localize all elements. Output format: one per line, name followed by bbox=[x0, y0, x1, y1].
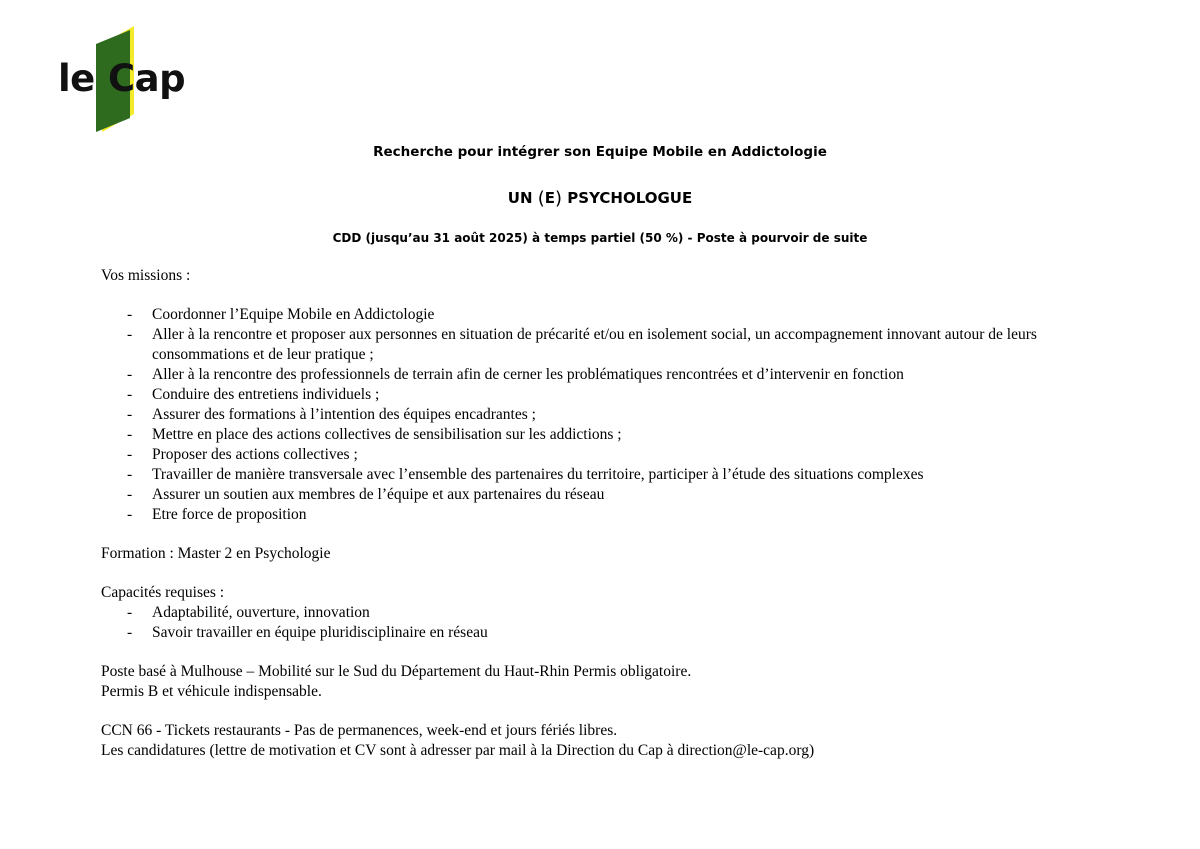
job-title-paren-open: ( bbox=[537, 188, 545, 209]
list-item: - Conduire des entretiens individuels ; bbox=[101, 385, 1111, 405]
logo-text-cap: Cap bbox=[108, 57, 186, 100]
list-item: - Mettre en place des actions collectives de sensibilisation sur les addictions ; bbox=[101, 425, 1111, 445]
poste-line-1: Poste basé à Mulhouse – Mobilité sur le Sud du Département du Haut-Rhin Permis obligatoire. bbox=[101, 663, 692, 680]
list-item: - Assurer un soutien aux membres de l’équipe et aux partenaires du réseau bbox=[101, 485, 1111, 505]
capacites-label: Capacités requises : bbox=[101, 584, 225, 601]
recherche-heading: Recherche pour intégrer son Equipe Mobile en Addictologie bbox=[373, 144, 827, 160]
missions-list bbox=[101, 305, 1111, 525]
list-item: - Aller à la rencontre des professionnels de terrain afin de cerner les problématiques rencontrées et d’intervenir en fonction bbox=[101, 365, 1111, 385]
capacites-list bbox=[101, 603, 1111, 643]
poste-line-2: Permis B et véhicule indispensable. bbox=[101, 683, 322, 700]
job-title-end: PSYCHOLOGUE bbox=[562, 189, 693, 207]
list-item: - Assurer des formations à l’intention des équipes encadrantes ; bbox=[101, 405, 1111, 425]
list-item: - Travailler de manière transversale avec l’ensemble des partenaires du territoire, participer à l’étude des situations complexes bbox=[101, 465, 1111, 485]
logo-text-le: le bbox=[58, 57, 95, 100]
candidatures-line: Les candidatures (lettre de motivation et CV sont à adresser par mail à la Direction du Cap à direction@le-cap.org) bbox=[101, 742, 815, 759]
list-item: - Adaptabilité, ouverture, innovation bbox=[101, 603, 1111, 623]
le-cap-logo bbox=[58, 26, 188, 132]
job-title-e: E bbox=[544, 189, 556, 207]
conditions-line: CCN 66 - Tickets restaurants - Pas de permanences, week-end et jours fériés libres. bbox=[101, 722, 618, 739]
job-title-start: UN bbox=[507, 189, 538, 207]
list-item: - Aller à la rencontre et proposer aux personnes en situation de précarité et/ou en isolement social, un accompagnement innovant autour de leurs consommations et de leur pratique ; bbox=[101, 325, 1111, 365]
list-item: - Coordonner l’Equipe Mobile en Addictologie bbox=[101, 305, 1111, 325]
list-item: - Etre force de proposition bbox=[101, 505, 1111, 525]
list-item: - Proposer des actions collectives ; bbox=[101, 445, 1111, 465]
missions-label: Vos missions : bbox=[101, 267, 191, 284]
job-description bbox=[101, 266, 1111, 761]
list-item: - Savoir travailler en équipe pluridisciplinaire en réseau bbox=[101, 623, 1111, 643]
contract-line: CDD (jusqu’au 31 août 2025) à temps partiel (50 %) - Poste à pourvoir de suite bbox=[332, 231, 868, 245]
job-title-paren-close: ) bbox=[555, 188, 563, 209]
formation-line: Formation : Master 2 en Psychologie bbox=[101, 545, 331, 562]
job-title bbox=[0, 187, 1200, 208]
